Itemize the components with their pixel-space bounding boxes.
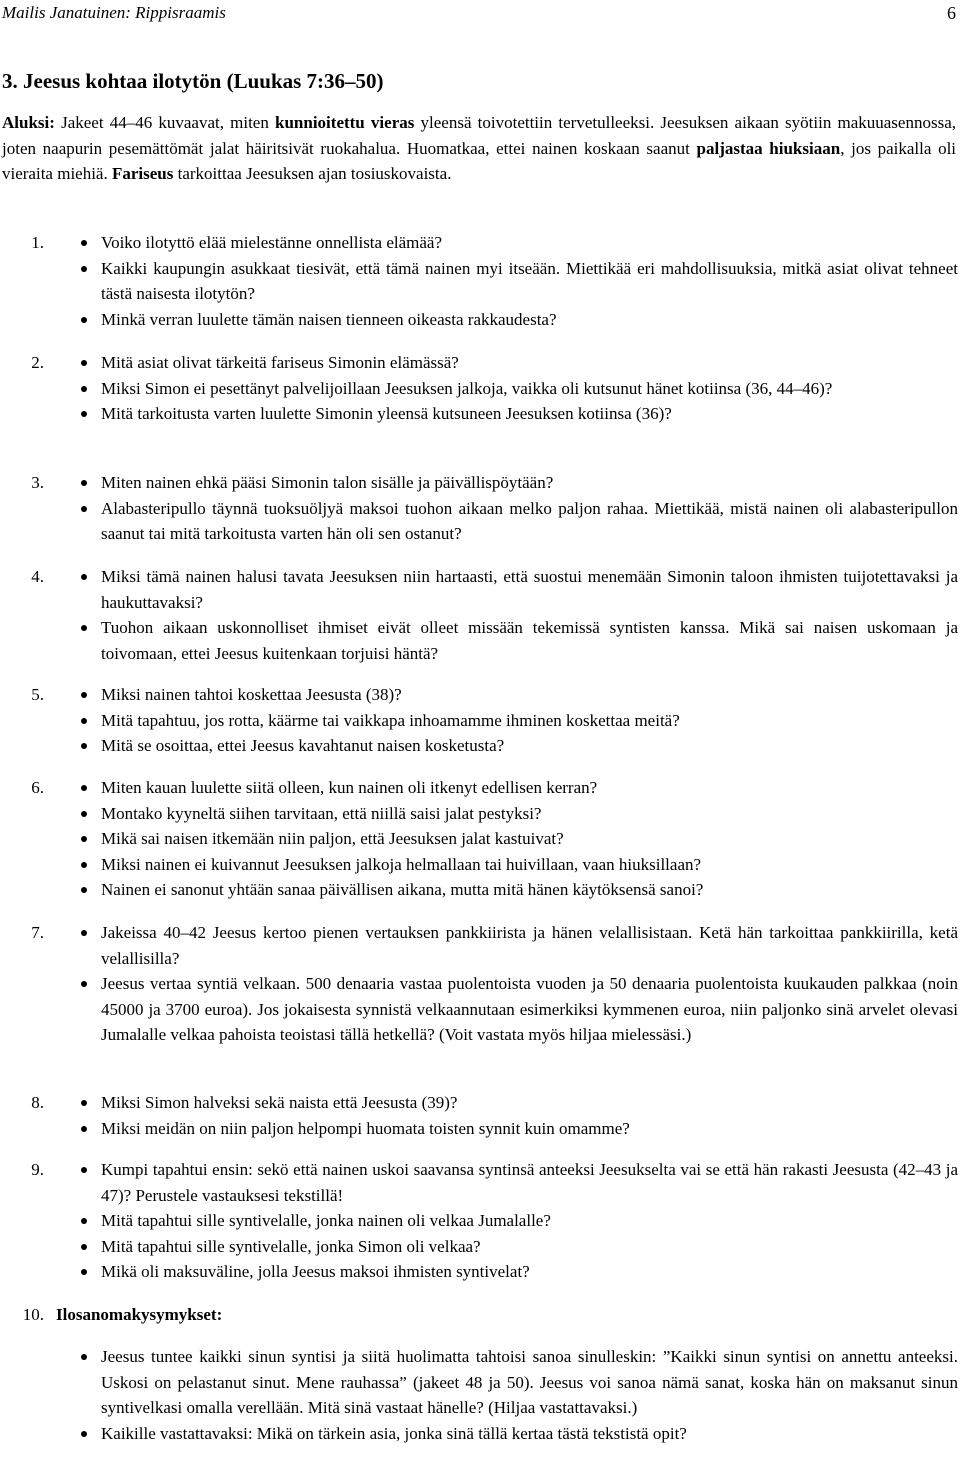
section-title: 3. Jeesus kohtaa ilotytön (Luukas 7:36–50) — [2, 69, 384, 93]
list-item: Mitä asiat olivat tärkeitä fariseus Simonin elämässä? — [78, 350, 958, 376]
question-number: 7. — [31, 923, 44, 942]
intro-lead: Aluksi: — [2, 113, 55, 132]
question-items — [78, 1157, 958, 1285]
list-item: Mikä oli maksuväline, jolla Jeesus maksoi ihmisten syntivelat? — [78, 1259, 958, 1285]
question-number: 1. — [31, 233, 44, 252]
question-items — [78, 775, 958, 903]
question-number: 10. — [22, 1305, 44, 1324]
question-number: 3. — [31, 473, 44, 492]
question-number: 8. — [31, 1093, 44, 1112]
list-item: Miten nainen ehkä pääsi Simonin talon sisälle ja päivällispöytään? — [78, 470, 958, 496]
list-item: Kumpi tapahtui ensin: sekö että nainen uskoi saavansa syntinsä anteeksi Jeesukselta vai se että hän rakasti Jeesusta (42–43 ja 47)? Perustele vastauksesi tekstillä! — [78, 1157, 958, 1208]
page-number: 6 — [947, 3, 956, 23]
list-item: Miksi Simon halveksi sekä naista että Jeesusta (39)? — [78, 1090, 958, 1116]
question-items — [78, 1090, 958, 1141]
question-number: 2. — [31, 353, 44, 372]
list-item: Miksi tämä nainen halusi tavata Jeesuksen niin hartaasti, että suostui menemään Simonin taloon ihmisten tuijotettavaksi ja haukuttavaksi? — [78, 564, 958, 615]
question-items — [78, 682, 958, 759]
list-item: Miksi meidän on niin paljon helpompi huomata toisten synnit kuin omamme? — [78, 1116, 958, 1142]
list-item: Kaikki kaupungin asukkaat tiesivät, että tämä nainen myi itseään. Miettikää eri mahdollisuuksia, mitkä asiat olivat tehneet tästä naisesta ilotytön? — [78, 256, 958, 307]
intro-text-3: , jos paikalla oli vieraita miehiä. — [2, 138, 957, 183]
list-item: Mitä se osoittaa, ettei Jeesus kavahtanut naisen kosketusta? — [78, 733, 958, 759]
question-items — [78, 564, 958, 666]
question-items — [78, 350, 958, 427]
question-heading: Ilosanomakysymykset: — [56, 1305, 223, 1324]
list-item: Miksi nainen ei kuivannut Jeesuksen jalkoja helmallaan tai huivillaan, vaan hiuksillaan? — [78, 852, 958, 878]
list-item: Mitä tapahtui sille syntivelalle, jonka nainen oli velkaa Jumalalle? — [78, 1208, 958, 1234]
list-item: Jakeissa 40–42 Jeesus kertoo pienen vertauksen pankkiirista ja hänen velallisistaan. Ketä hän tarkoittaa pankkiirilla, ketä velallisilla? — [78, 920, 958, 971]
list-item: Miten kauan luulette siitä olleen, kun nainen oli itkenyt edellisen kerran? — [78, 775, 958, 801]
question-number: 9. — [31, 1160, 44, 1179]
list-item: Kaikille vastattavaksi: Mikä on tärkein asia, jonka sinä tällä kertaa tästä tekstistä opit? — [78, 1421, 958, 1447]
list-item: Miksi Simon ei pesettänyt palvelijoillaan Jeesuksen jalkoja, vaikka oli kutsunut hänet kotiinsa (36, 44–46)? — [78, 376, 958, 402]
list-item: Mitä tarkoitusta varten luulette Simonin yleensä kutsuneen Jeesuksen kotiinsa (36)? — [78, 401, 958, 427]
list-item: Jeesus tuntee kaikki sinun syntisi ja siitä huolimatta tahtoisi sanoa sinulleskin: ”Kaikki sinun syntisi on annettu anteeksi. Uskosi on pelastanut sinut. Mene rauhassa” (jakeet 48 ja 50). Jeesus voi sanoa nämä sanat, koska hän on maksanut sinun syntivelkasi omalla verellään. Mitä sinä vastaat hänelle? (Hiljaa vastattavaksi.) — [78, 1344, 958, 1421]
question-number: 6. — [31, 778, 44, 797]
intro-bold-2: paljastaa hiuksiaan — [696, 138, 841, 158]
question-items — [78, 1344, 958, 1446]
intro-paragraph — [2, 110, 956, 187]
list-item: Nainen ei sanonut yhtään sanaa päivällisen aikana, mutta mitä hänen käytöksensä sanoi? — [78, 877, 958, 903]
running-title: Mailis Janatuinen: Rippisraamis — [2, 3, 226, 22]
list-item: Voiko ilotyttö elää mielestänne onnellista elämää? — [78, 230, 958, 256]
intro-bold-3: Fariseus — [111, 164, 174, 183]
list-item: Miksi nainen tahtoi koskettaa Jeesusta (38)? — [78, 682, 958, 708]
question-items — [78, 230, 958, 332]
intro-text-2: yleensä toivotettiin tervetulleeksi. Jeesuksen aikaan syötiin makuuasennossa, joten naapurin pesemättömät jalat häiritsivät ruokahalua. Huomatkaa, ettei nainen koskaan saanut — [2, 113, 956, 158]
running-header — [2, 2, 958, 24]
list-item: Tuohon aikaan uskonnolliset ihmiset eivät olleet missään tekemissä syntisten kanssa. Mikä sai naisen uskomaan ja toivomaan, ettei Jeesus kuitenkaan torjuisi häntä? — [78, 615, 958, 666]
intro-bold-1: kunnioitettu vieras — [275, 113, 415, 132]
list-item: Jeesus vertaa syntiä velkaan. 500 denaaria vastaa puolentoista vuoden ja 50 denaaria puolentoista kuukauden palkkaa (noin 45000 ja 3700 euroa). Jos jokaisesta synnistä velkaannutaan esimerkiksi kymmenen euroa, niin paljonko sinä arvelet olevasi Jumalalle velkaa pahoista teoistasi tällä hetkellä? (Voit vastata myös hiljaa mielessäsi.) — [78, 971, 958, 1048]
question-items — [78, 920, 958, 1048]
list-item: Montako kyyneltä siihen tarvitaan, että niillä saisi jalat pestyksi? — [78, 801, 958, 827]
question-items — [78, 470, 958, 547]
question-number: 4. — [31, 567, 44, 586]
list-item: Mitä tapahtui sille syntivelalle, jonka Simon oli velkaa? — [78, 1234, 958, 1260]
intro-text-1: Jakeet 44–46 kuvaavat, miten — [54, 113, 276, 132]
question-number: 5. — [31, 685, 44, 704]
list-item: Alabasteripullo täynnä tuoksuöljyä maksoi tuohon aikaan melko paljon rahaa. Miettikää, mistä nainen oli alabasteripullon saanut tai mitä tarkoitusta varten hän oli sen ostanut? — [78, 496, 958, 547]
intro-text-4: tarkoittaa Jeesuksen ajan tosiuskovaista. — [173, 164, 452, 183]
list-item: Mitä tapahtuu, jos rotta, käärme tai vaikkapa inhoamamme ihminen koskettaa meitä? — [78, 708, 958, 734]
list-item: Mikä sai naisen itkemään niin paljon, että Jeesuksen jalat kastuivat? — [78, 826, 958, 852]
list-item: Minkä verran luulette tämän naisen tienneen oikeasta rakkaudesta? — [78, 307, 958, 333]
